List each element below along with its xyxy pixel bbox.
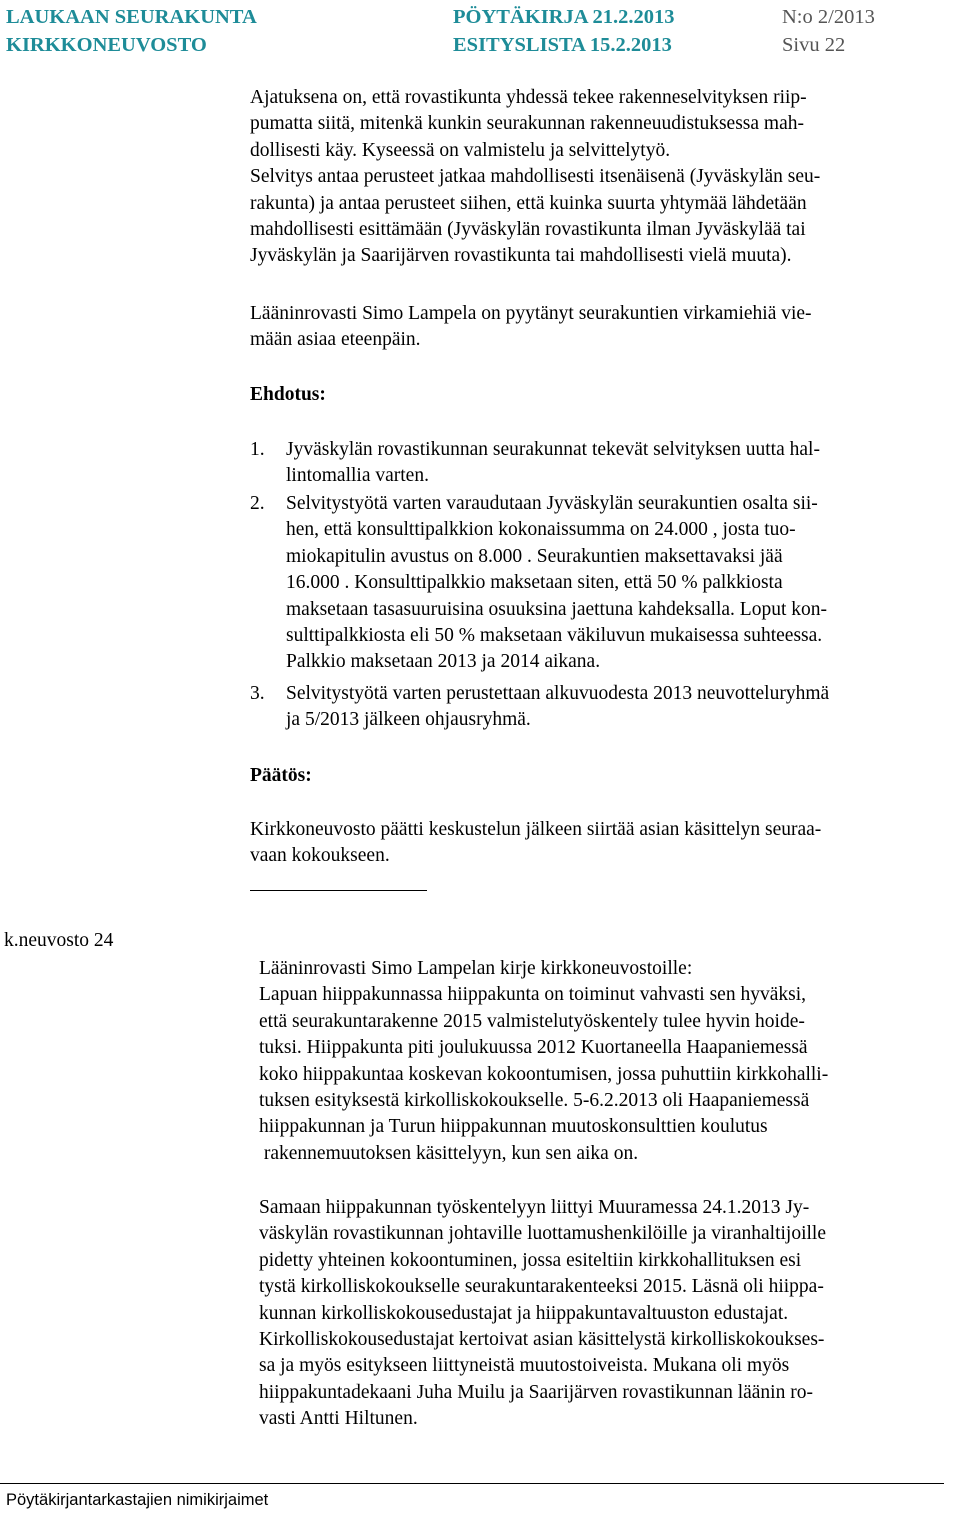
text-line: hen, että konsulttipalkkion kokonaissumma on 24.000 , josta tuo-: [286, 519, 796, 541]
text-line: pidetty yhteinen kokoontuminen, jossa esiteltiin kirkkohallituksen esi: [259, 1249, 802, 1271]
text-line: Kirkolliskokousedustajat kertoivat asian käsittelystä kirkolliskokoukses-: [259, 1329, 825, 1351]
text-line: ja 5/2013 jälkeen ohjausryhmä.: [286, 709, 531, 731]
text-line: miokapitulin avustus on 8.000 . Seurakuntien maksettavaksi jää: [286, 545, 783, 567]
text-line: Samaan hiippakunnan työskentelyyn liittyi Muuramessa 24.1.2013 Jy-: [259, 1197, 810, 1218]
intro-paragraph: [250, 85, 940, 270]
text-line: hiippakuntadekaani Juha Muilu ja Saarijärven rovastikunnan läänin ro-: [259, 1381, 813, 1403]
text-line: mahdollisesti esittämään (Jyväskylän rovastikunta ilman Jyväskylää tai: [250, 219, 806, 241]
text-line: lintomallia varten.: [286, 465, 429, 487]
text-line: pumatta siitä, mitenkä kunkin seurakunnan rakenneuudistuksessa mah-: [250, 113, 804, 135]
text-line: rakunta) ja antaa perusteet siihen, että kuinka suurta yhtymää lähdetään: [250, 192, 807, 214]
text-line: tystä kirkolliskokoukselle seurakuntarakenteeksi 2015. Läsnä oli hiippa-: [259, 1276, 824, 1298]
footer-rule: [0, 1483, 944, 1484]
text-line: kunnan kirkolliskokousedustajat ja hiippakuntavaltuuston edustajat.: [259, 1302, 789, 1324]
text-line: Lääninrovasti Simo Lampela on pyytänyt seurakuntien virkamiehiä vie-: [250, 303, 812, 324]
footer-initials-label: Pöytäkirjantarkastajien nimikirjaimet: [6, 1491, 269, 1509]
decision-heading: Päätös:: [250, 765, 312, 786]
letter-paragraph: [259, 956, 949, 1167]
list-number: 2.: [250, 493, 265, 514]
list-number: 3.: [250, 683, 265, 704]
text-line: Jyväskylän ja Saarijärven rovastikunta tai mahdollisesti vielä muuta).: [250, 245, 792, 267]
text-line: 16.000 . Konsulttipalkkio maksetaan siten, että 50 % palkkiosta: [286, 572, 783, 594]
list-text: [286, 437, 820, 490]
header-minutes: PÖYTÄKIRJA 21.2.2013: [453, 6, 675, 28]
signature-line: [250, 890, 427, 891]
text-line: Lääninrovasti Simo Lampelan kirje kirkkoneuvostoille:: [259, 958, 693, 979]
text-line: Kirkkoneuvosto päätti keskustelun jälkeen siirtää asian käsittelyn seuraa-: [250, 819, 822, 840]
text-line: Ajatuksena on, että rovastikunta yhdessä tekee rakenneselvityksen riip-: [250, 87, 807, 108]
muurame-paragraph: [259, 1195, 949, 1433]
text-line: väskylän rovastikunnan johtaville luottamushenkilöille ja viranhaltijoille: [259, 1223, 827, 1245]
text-line: tuksen esityksestä kirkolliskokoukselle. 5-6.2.2013 oli Haapaniemessä: [259, 1090, 810, 1112]
text-line: Selvitys antaa perusteet jatkaa mahdollisesti itsenäisenä (Jyväskylän seu-: [250, 166, 821, 188]
text-line: tuksi. Hiippakunta piti joulukuussa 2012 Kuortaneella Haapaniemessä: [259, 1037, 808, 1059]
header-body: KIRKKONEUVOSTO: [6, 34, 207, 56]
list-text: [286, 491, 827, 676]
lampela-paragraph: [250, 301, 940, 354]
text-line: sa ja myös esitykseen liittyneistä muutostoiveista. Mukana oli myös: [259, 1355, 790, 1377]
section-label: k.neuvosto 24: [4, 930, 114, 951]
text-line: Selvitystyötä varten perustettaan alkuvuodesta 2013 neuvotteluryhmä: [286, 683, 830, 704]
text-line: Palkkio maksetaan 2013 ja 2014 aikana.: [286, 651, 601, 673]
text-line: dollisesti käy. Kyseessä on valmistelu ja selvittelytyö.: [250, 139, 671, 161]
text-line: hiippakunnan ja Turun hiippakunnan muutoskonsulttien koulutus: [259, 1116, 768, 1138]
text-line: mään asiaa eteenpäin.: [250, 329, 421, 351]
text-line: että seurakuntarakenne 2015 valmistelutyöskentely tulee hyvin hoide-: [259, 1010, 805, 1032]
list-number: 1.: [250, 439, 265, 460]
header-agenda: ESITYSLISTA 15.2.2013: [453, 34, 672, 56]
text-line: sulttipalkkiosta eli 50 % maksetaan väkiluvun mukaisessa suhteessa.: [286, 625, 823, 647]
text-line: Selvitystyötä varten varaudutaan Jyväskylän seurakuntien osalta sii-: [286, 493, 818, 514]
text-line: maksetaan tasasuuruisina osuuksina jaettuna kahdeksalla. Loput kon-: [286, 598, 827, 620]
header-org: LAUKAAN SEURAKUNTA: [6, 6, 257, 28]
list-text: [286, 681, 829, 734]
text-line: rakennemuutoksen käsittelyyn, kun sen aika on.: [259, 1142, 639, 1164]
text-line: vaan kokoukseen.: [250, 845, 390, 867]
text-line: koko hiippakuntaa koskevan kokoontumisen, jossa puhuttiin kirkkohalli-: [259, 1063, 829, 1085]
proposal-heading: Ehdotus:: [250, 384, 326, 405]
text-line: Jyväskylän rovastikunnan seurakunnat tekevät selvityksen uutta hal-: [286, 439, 820, 460]
text-line: Lapuan hiippakunnassa hiippakunta on toiminut vahvasti sen hyväksi,: [259, 984, 806, 1006]
header-page: Sivu 22: [782, 34, 846, 56]
decision-paragraph: [250, 817, 940, 870]
header-number: N:o 2/2013: [782, 6, 875, 28]
text-line: vasti Antti Hiltunen.: [259, 1408, 418, 1430]
